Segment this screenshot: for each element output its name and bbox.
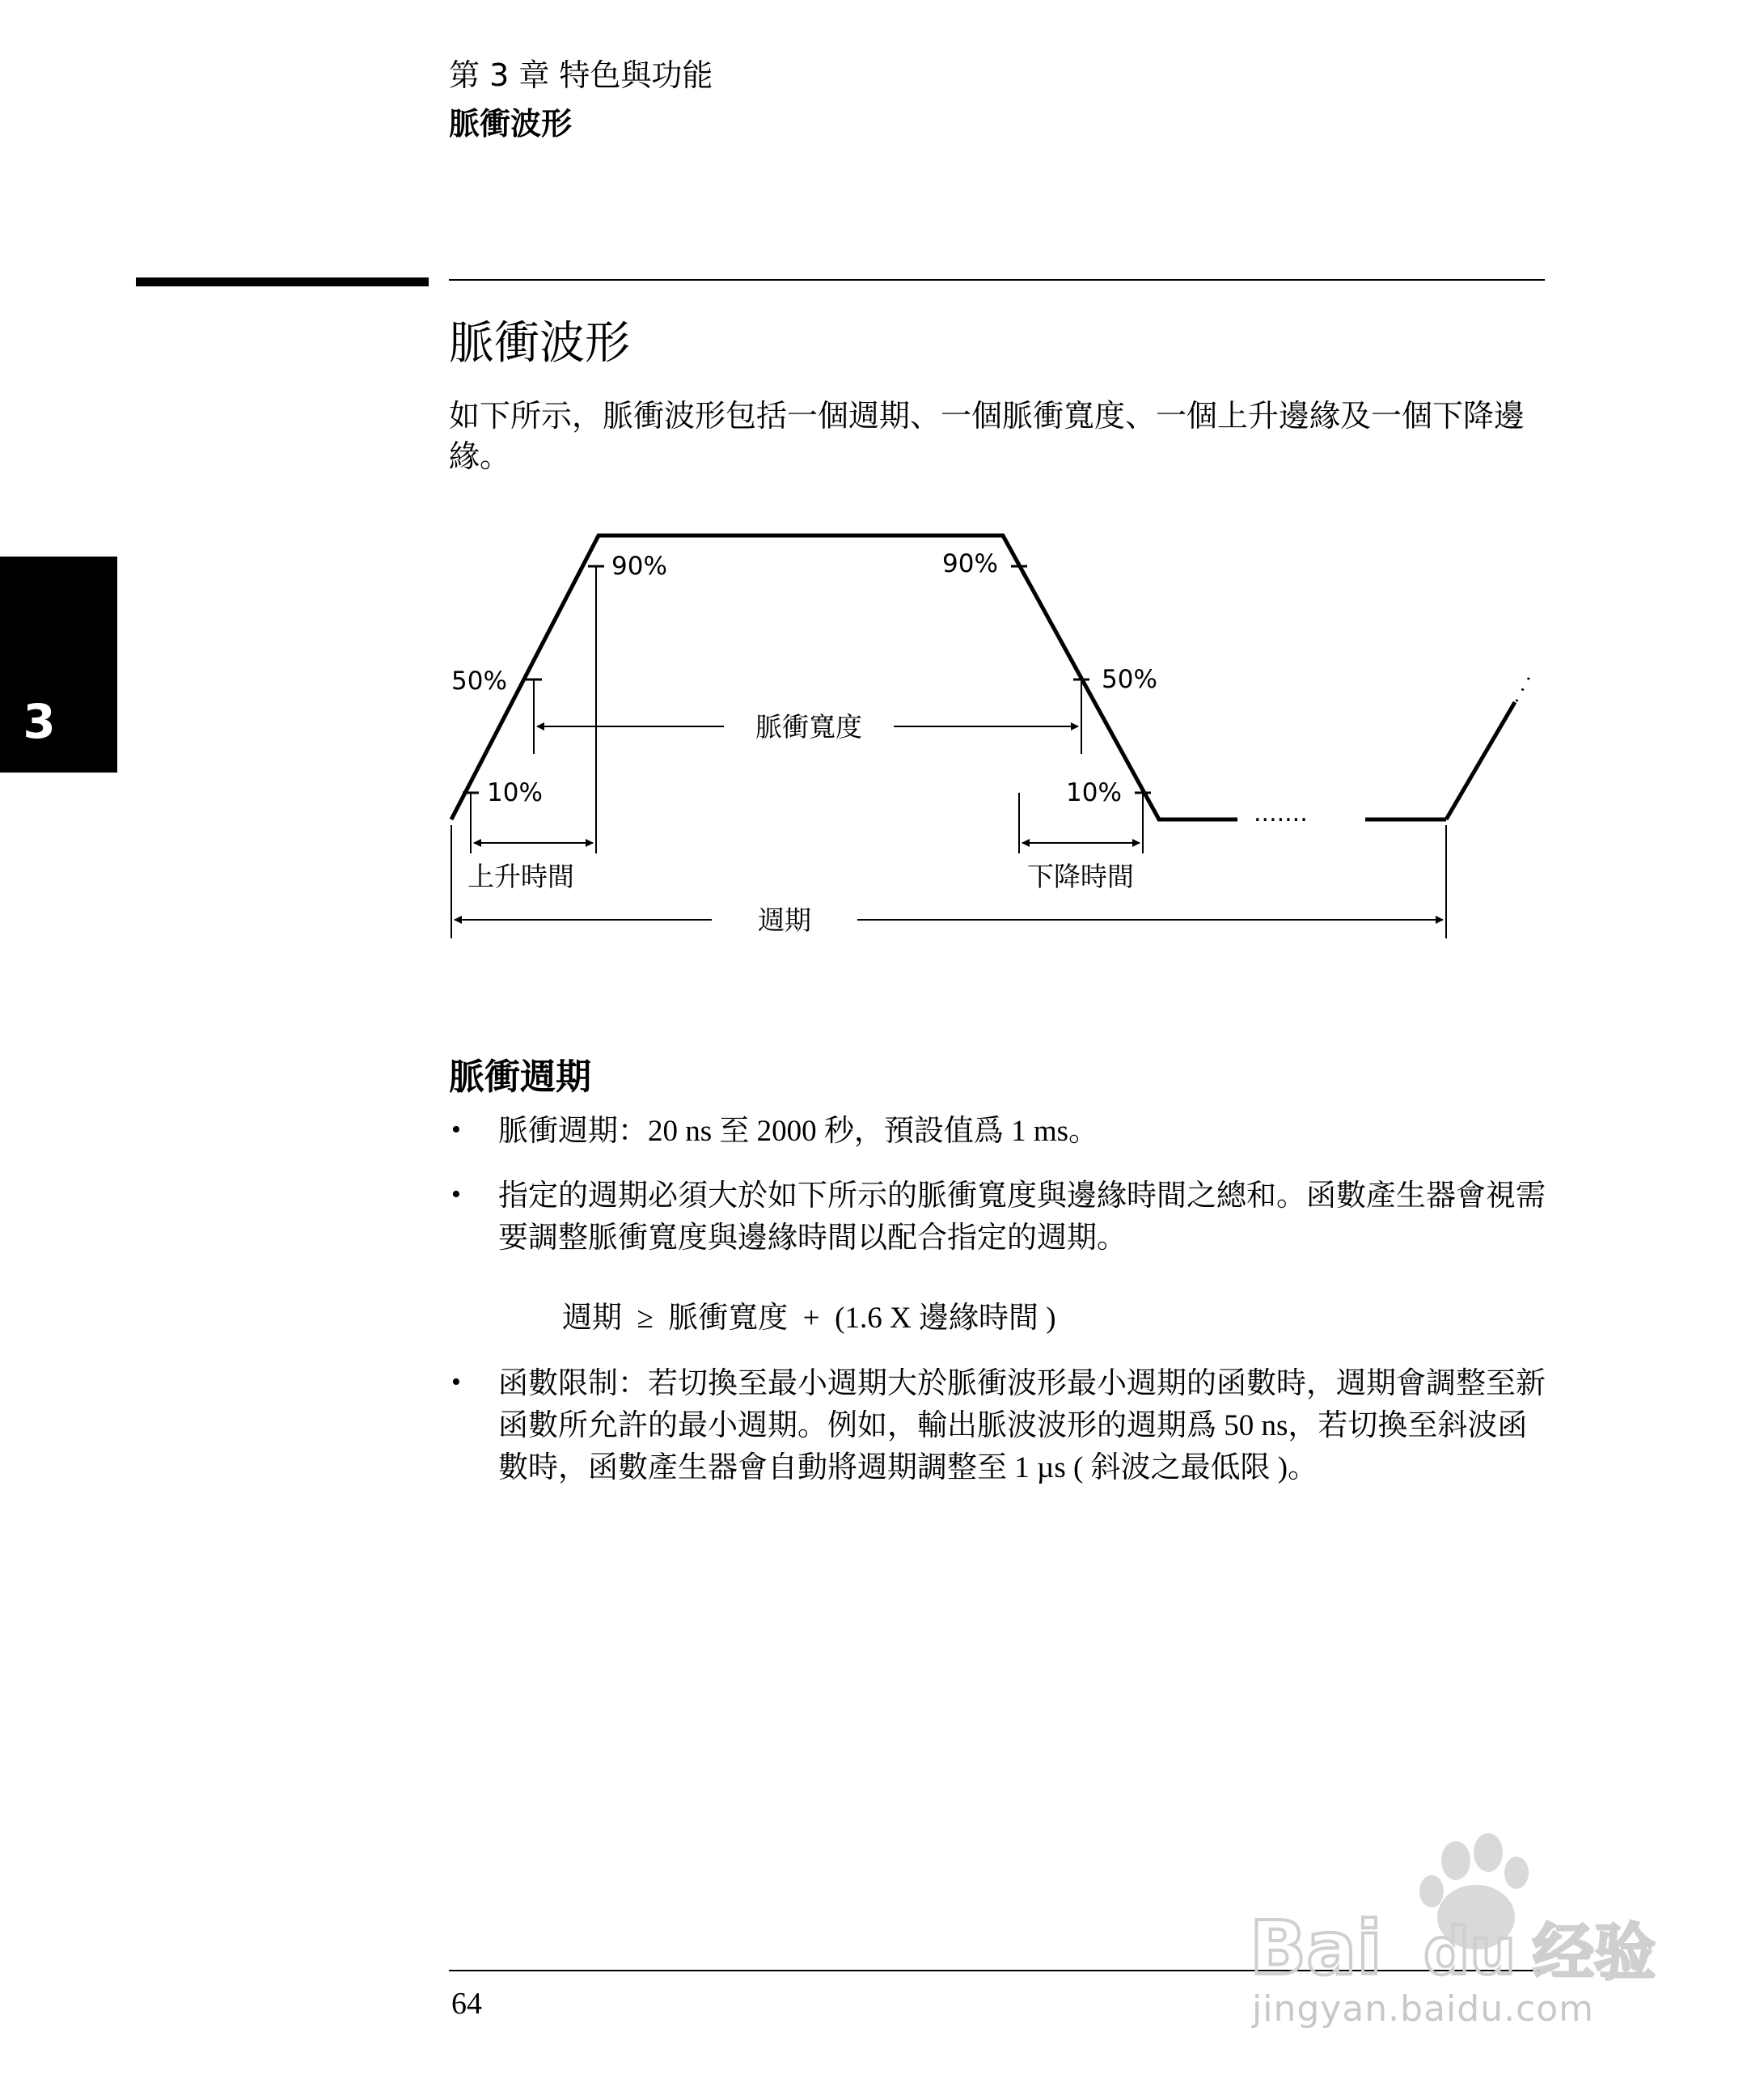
section-rule-thin [449,279,1545,281]
label-period: 週期 [758,904,811,936]
bullet-marker: • [451,1367,461,1397]
label-fall-90: 90% [942,549,998,578]
svg-text:Bai: Bai [1250,1905,1382,1990]
svg-text:经验: 经验 [1533,1916,1656,1988]
svg-text:du: du [1423,1914,1516,1989]
label-rise-90: 90% [611,552,667,581]
baidu-watermark-logo [1242,1828,1662,1990]
bullet-item-period-constraint: 指定的週期必須大於如下所示的脈衝寬度與邊緣時間之總和。函數產生器會視需要調整脈衝寬度與邊緣時間以配合指定的週期。 [498,1179,1546,1255]
label-fall-10: 10% [1066,778,1122,807]
section-title: 脈衝波形 [449,317,630,370]
running-header-section: 脈衝波形 [449,106,573,142]
label-pulse-width: 脈衝寬度 [755,711,862,743]
pulse-waveform-diagram [437,518,1553,955]
waveform-end-dots: . . . [1500,667,1536,706]
waveform-rising-edge-next [1446,702,1515,819]
waveform-low-dots: ....... [1254,799,1308,828]
bullet-marker: • [451,1179,461,1209]
subsection-title: 脈衝週期 [449,1056,591,1098]
label-rise-10: 10% [487,778,543,807]
label-fall-time: 下降時間 [1027,861,1134,892]
running-header-chapter: 第 3 章 特色與功能 [449,57,713,93]
label-rise-time: 上升時間 [467,861,574,892]
watermark-url: jingyan.baidu.com [1252,1988,1595,2030]
bullet-item-period-range: 脈衝週期：20 ns 至 2000 秒，預設值爲 1 ms。 [498,1115,1099,1148]
section-rule-thick [136,277,429,286]
label-fall-50: 50% [1102,665,1157,694]
chapter-tab-number: 3 [23,694,56,749]
label-rise-50: 50% [451,667,507,696]
page-number: 64 [451,1987,482,2021]
bullet-item-function-limit: 函數限制：若切換至最小週期大於脈衝波形最小週期的函數時，週期會調整至新函數所允許的最小週期。例如，輸出脈波波形的週期爲 50 ns，若切換至斜波函數時，函數產生器會自動將週期調整至 1 µs ( 斜波之最低限 )。 [498,1367,1546,1484]
bullet-marker: • [451,1115,461,1145]
period-formula: 週期 ≥ 脈衝寬度 + (1.6 X 邊緣時間 ) [562,1302,1056,1335]
intro-paragraph: 如下所示，脈衝波形包括一個週期、一個脈衝寬度、一個上升邊緣及一個下降邊緣。 [449,400,1525,474]
